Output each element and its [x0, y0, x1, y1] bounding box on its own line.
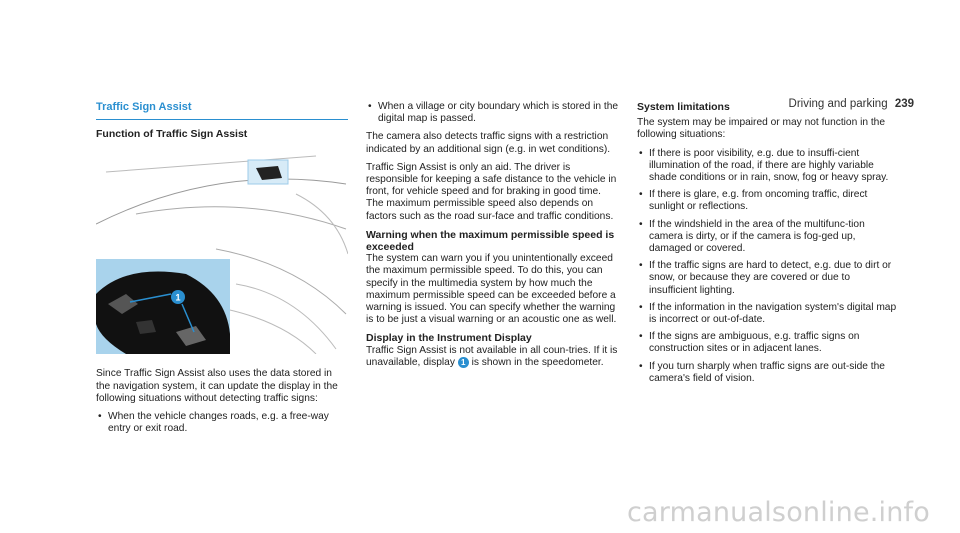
col2-bullet-list: [366, 101, 620, 125]
list-item: • If the signs are ambiguous, e.g. traffic signs on construction sites or in adjacent lanes.: [637, 331, 897, 355]
car-interior-drawing: [96, 154, 348, 354]
column-3: [637, 101, 897, 391]
camera-illustration: [96, 154, 348, 354]
list-item: • If there is poor visibility, e.g. due to insuffi-cient illumination of the road, if there are highly variable shade conditions or in rain, snow, fog or heavy spray.: [637, 148, 897, 185]
list-item: • When the vehicle changes roads, e.g. a free-way entry or exit road.: [96, 411, 348, 435]
warning-text: The system can warn you if you unintentionally exceed the maximum permissible speed. To do this, you can specify in the multimedia system by how much the maximum permissible speed can be exceeded before a warning is issued. You can specify whether the warning is to be just a visual warning or an acoustic one as well.: [366, 253, 617, 326]
limitations-list: [637, 148, 897, 385]
watermark: carmanualsonline.info: [627, 497, 930, 528]
page-number: 239: [894, 98, 914, 110]
display-text: [366, 345, 620, 370]
section-title: Traffic Sign Assist: [96, 101, 348, 120]
list-item: • If there is glare, e.g. from oncoming traffic, direct sunlight or reflections.: [637, 189, 897, 213]
limitations-intro: The system may be impaired or may not function in the following situations:: [637, 117, 886, 141]
display-text-a: Traffic Sign Assist is not available in all coun-tries. If it is unavailable, display: [366, 344, 618, 369]
warning-heading: Warning when the maximum permissible speed is exceeded: [366, 228, 615, 254]
col1-paragraph: Since Traffic Sign Assist also uses the data stored in the navigation system, it can update the display in the following situations without detecting traffic signs:: [96, 368, 338, 404]
list-item: • When a village or city boundary which is stored in the digital map is passed.: [366, 101, 620, 125]
list-item: • If the traffic signs are hard to detect, e.g. due to dirt or snow, or because they are covered or due to insufficient lighting.: [637, 260, 897, 297]
col2-paragraph-2: Traffic Sign Assist is only an aid. The driver is responsible for keeping a safe distance to the vehicle in front, for vehicle speed and for braking in good time. The maximum permissible speed also depends on factors such as the road sur-face and traffic conditions.: [366, 161, 617, 222]
display-heading: Display in the Instrument Display: [366, 332, 532, 345]
callout-1-label: 1: [175, 292, 181, 303]
col1-bullet-list: [96, 411, 348, 435]
subsection-title: Function of Traffic Sign Assist: [96, 128, 248, 141]
list-item: • If the windshield in the area of the multifunc-tion camera is dirty, or if the camera is fog-ged up, damaged or covered.: [637, 219, 897, 256]
section-name: Driving and parking: [788, 98, 888, 110]
display-text-b: is shown in the speedometer.: [471, 357, 604, 369]
list-item: • If you turn sharply when traffic signs are out-side the camera's field of vision.: [637, 361, 897, 385]
column-1: [96, 101, 348, 441]
callout-1-badge: 1: [458, 357, 469, 368]
limitations-heading: System limitations: [637, 101, 730, 113]
list-item: • If the information in the navigation system's digital map is incorrect or out-of-date.: [637, 302, 897, 326]
column-2: [366, 101, 620, 375]
col2-paragraph-1: The camera also detects traffic signs with a restriction indicated by an additional sign (e.g. in wet conditions).: [366, 131, 611, 155]
